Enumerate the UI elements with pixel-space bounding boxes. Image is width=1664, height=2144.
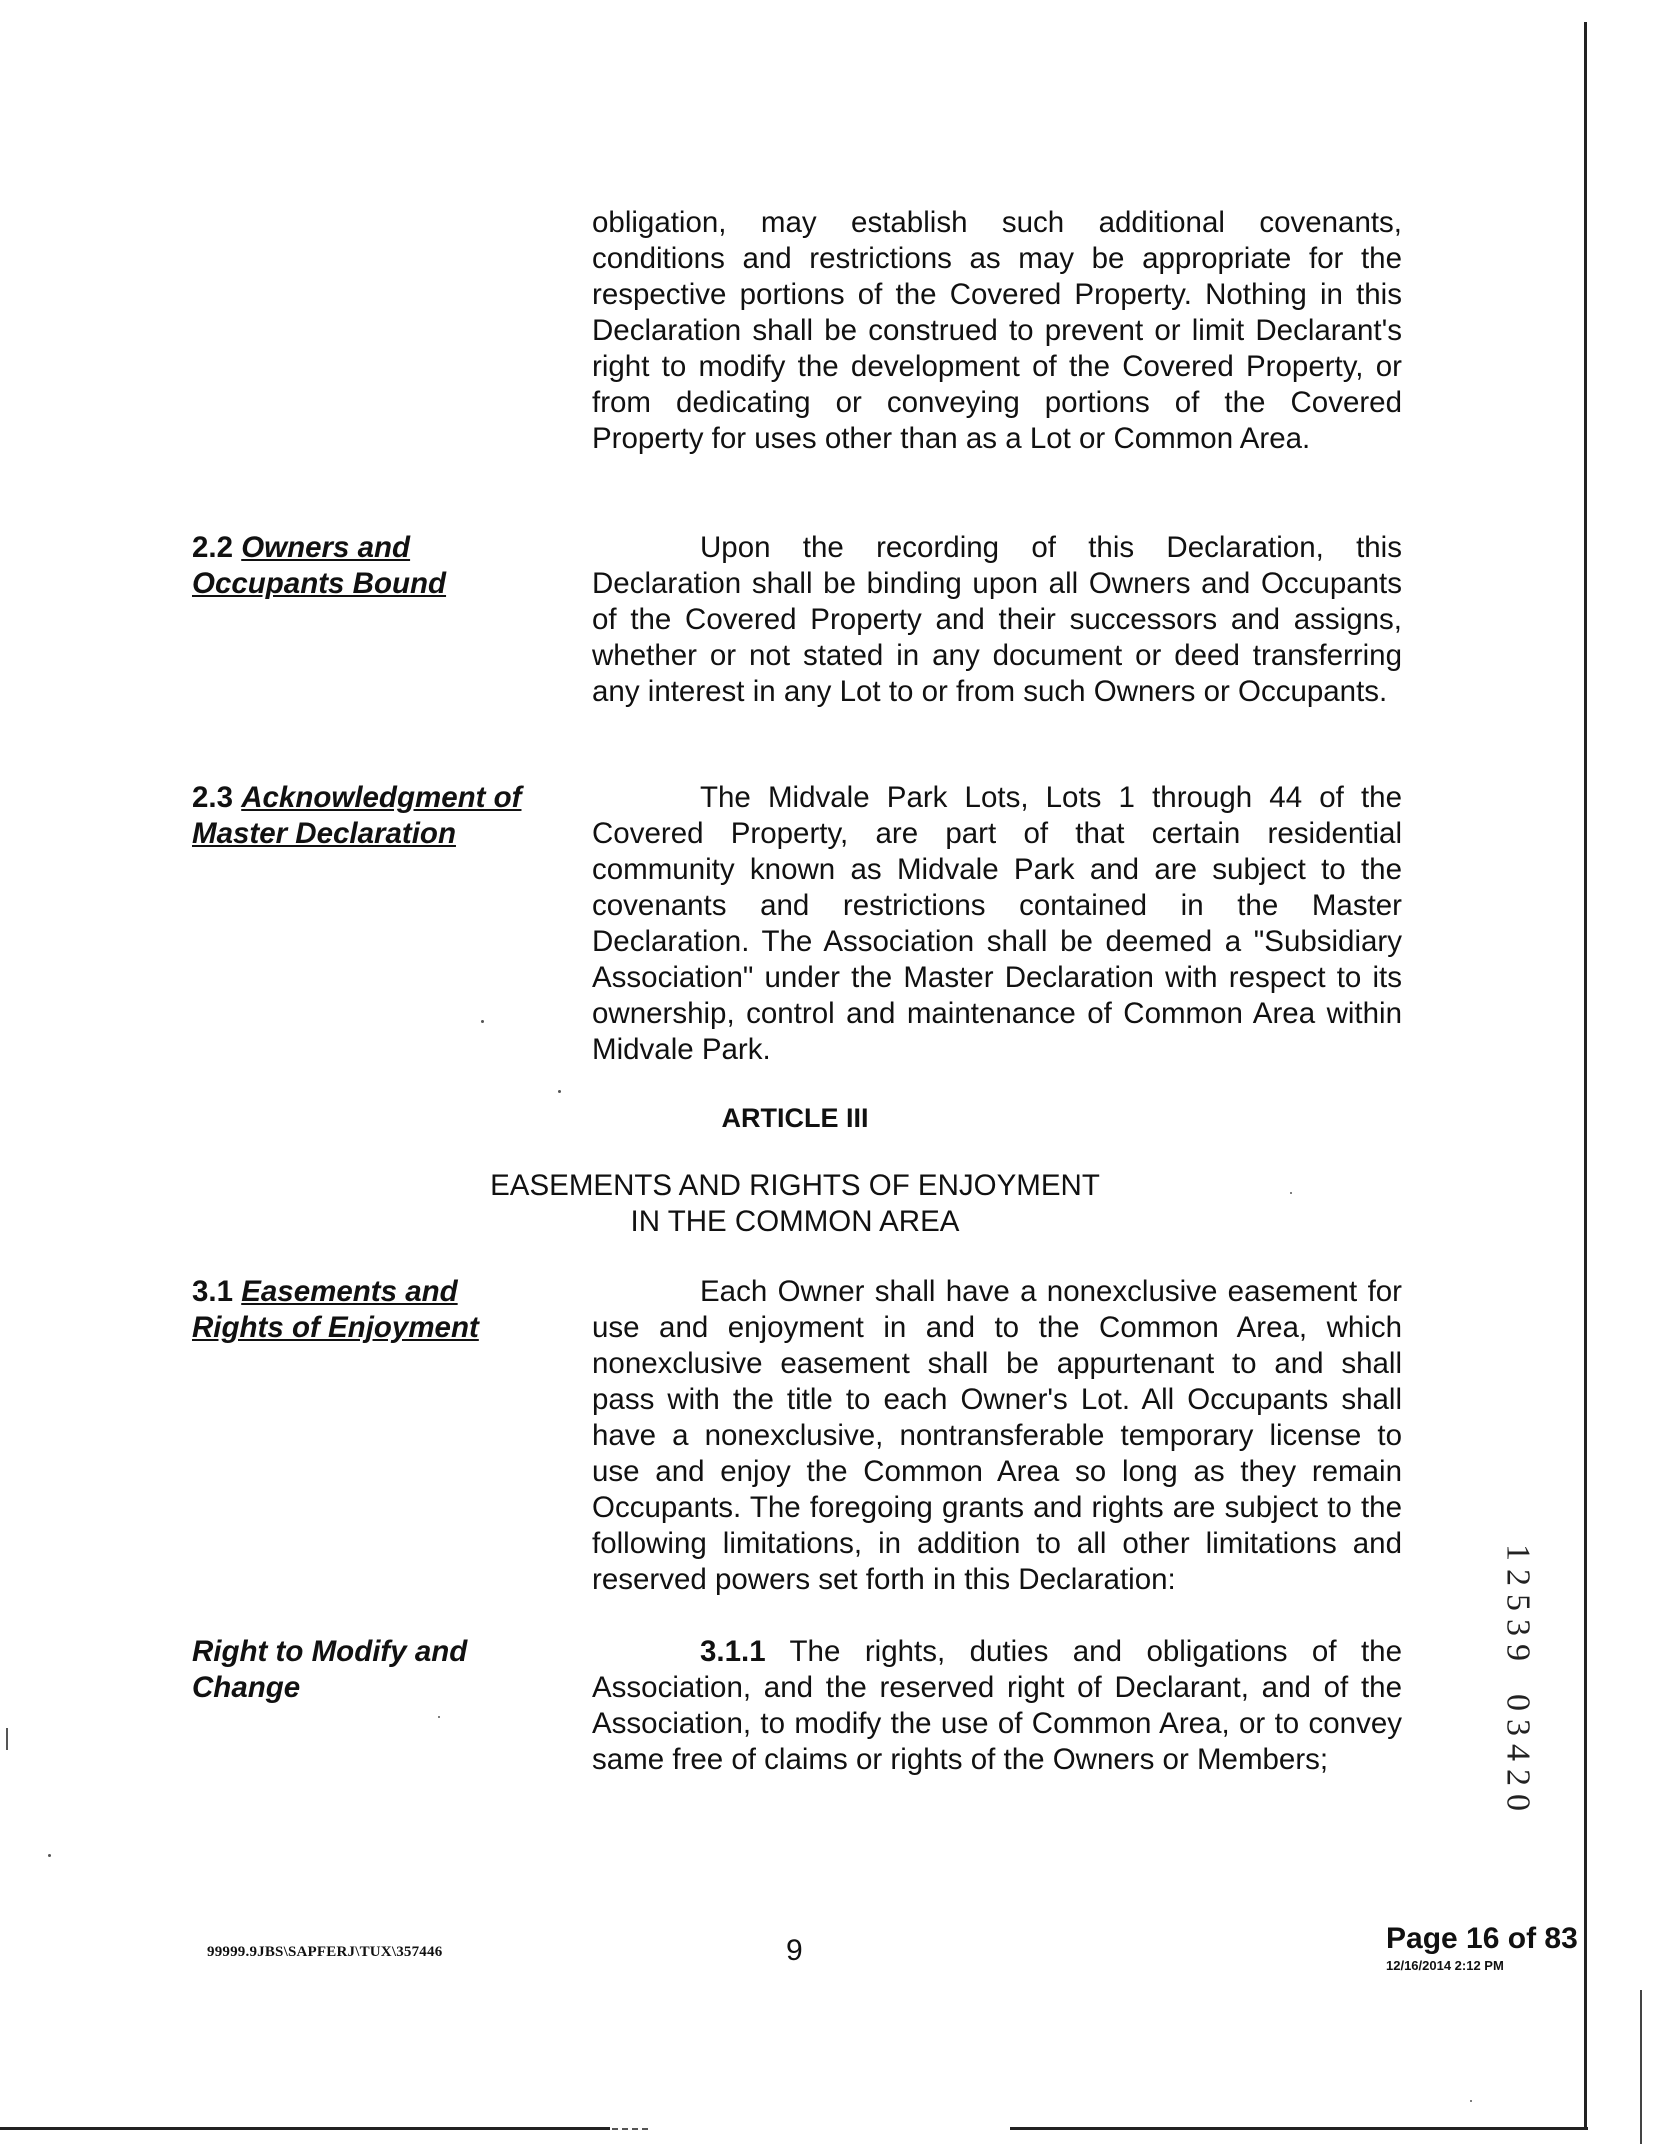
page-number: 9 (786, 1934, 803, 1967)
margin-mark (6, 1728, 8, 1750)
stamp-digit: 5 (1499, 1594, 1537, 1611)
scan-speck (481, 1020, 484, 1023)
stamp-digit: 2 (1499, 1769, 1537, 1786)
stamp-digit: 3 (1499, 1619, 1537, 1636)
page-bottom-line-right (1010, 2127, 1588, 2130)
scan-speck (1290, 1192, 1292, 1194)
section-3-1-1-text: The rights, duties and obligations of the Association, and the reserved right of Declarant, and of the Association, to modify the use of Common Area, or to convey same free of claims or rights of the Owners or Members; (592, 1635, 1402, 1776)
section-3-1-text: Each Owner shall have a nonexclusive easement for use and enjoyment in and to the Common Area, which nonexclusive easement shall be appurtenant to and shall pass with the title to each Owner's Lot. All Occupants shall have a nonexclusive, nontransferable temporary license to use and enjoy the Common Area so long as they remain Occupants. The foregoing grants and rights are subject to the following limitations, in addition to all other limitations and reserved powers set forth in this Declaration: (592, 1275, 1402, 1596)
article-subtitle-line2: IN THE COMMON AREA (630, 1205, 960, 1238)
continuation-paragraph: obligation, may establish such additional covenants, conditions and restrictions as may be appropriate for the respective portions of the Covered Property. Nothing in this Declaration shall be construed to prevent or limit Declarant's right to modify the development of the Covered Property, or from dedicating or conveying portions of the Covered Property for uses other than as a Lot or Common Area. (592, 206, 1402, 455)
stamp-digit: 4 (1499, 1744, 1537, 1761)
page-edge-line (1584, 22, 1587, 2128)
scan-speck (558, 1090, 561, 1093)
section-number: 2.3 (192, 781, 234, 814)
section-3-1-heading (192, 1274, 582, 1346)
section-title-line1: Right to Modify and (192, 1635, 468, 1668)
section-title-line2: Rights of Enjoyment (192, 1311, 479, 1344)
section-3-1-1-body (592, 1634, 1402, 1778)
stamp-digit: 9 (1499, 1644, 1537, 1661)
section-2-2-body (592, 530, 1402, 710)
section-title-line2: Change (192, 1671, 301, 1704)
stamp-digit: 2 (1499, 1569, 1537, 1586)
page-bottom-dash (612, 2128, 648, 2130)
section-title-line2: Occupants Bound (192, 567, 447, 600)
section-3-1-1-heading (192, 1634, 582, 1706)
section-title-line1: Acknowledgment of (241, 781, 522, 814)
section-title-line1: Easements and (241, 1275, 458, 1308)
page-edge-line-secondary (1640, 1990, 1642, 2144)
print-timestamp: 12/16/2014 2:12 PM (1386, 1958, 1504, 1973)
stamp-digit: 3 (1499, 1719, 1537, 1736)
recording-stamp (1499, 1540, 1537, 1815)
section-number: 2.2 (192, 531, 234, 564)
section-2-2-text: Upon the recording of this Declaration, this Declaration shall be binding upon all Owners and Occupants of the Covered Property and their successors and assigns, whether or not stated in any document or deed transferring any interest in any Lot to or from such Owners or Occupants. (592, 531, 1402, 708)
stamp-digit: 0 (1499, 1694, 1537, 1711)
section-title-line2: Master Declaration (192, 817, 456, 850)
article-heading: ARTICLE III (721, 1103, 869, 1133)
section-3-1-body (592, 1274, 1402, 1598)
stamp-digit: 0 (1499, 1794, 1537, 1811)
section-number: 3.1 (192, 1275, 234, 1308)
scan-speck (48, 1854, 51, 1857)
page-bottom-line (0, 2127, 610, 2130)
section-2-3-body (592, 780, 1402, 1068)
subsection-number: 3.1.1 (700, 1635, 766, 1668)
section-2-3-text: The Midvale Park Lots, Lots 1 through 44 of the Covered Property, are part of that certain residential community known as Midvale Park and are subject to the covenants and restrictions contained in the Master Declaration. The Association shall be deemed a "Subsidiary Association" under the Master Declaration with respect to its ownership, control and maintenance of Common Area within Midvale Park. (592, 781, 1402, 1066)
section-2-3-heading (192, 780, 582, 852)
scan-speck (438, 1716, 440, 1718)
stamp-digit: 1 (1499, 1544, 1537, 1561)
page-count: Page 16 of 83 (1386, 1922, 1578, 1955)
scan-speck (1470, 2100, 1472, 2102)
section-title-line1: Owners and (241, 531, 411, 564)
section-2-2-heading (192, 530, 582, 602)
article-subtitle-line1: EASEMENTS AND RIGHTS OF ENJOYMENT (490, 1169, 1100, 1202)
document-id: 99999.9JBS\SAPFERJ\TUX\357446 (207, 1944, 443, 1960)
